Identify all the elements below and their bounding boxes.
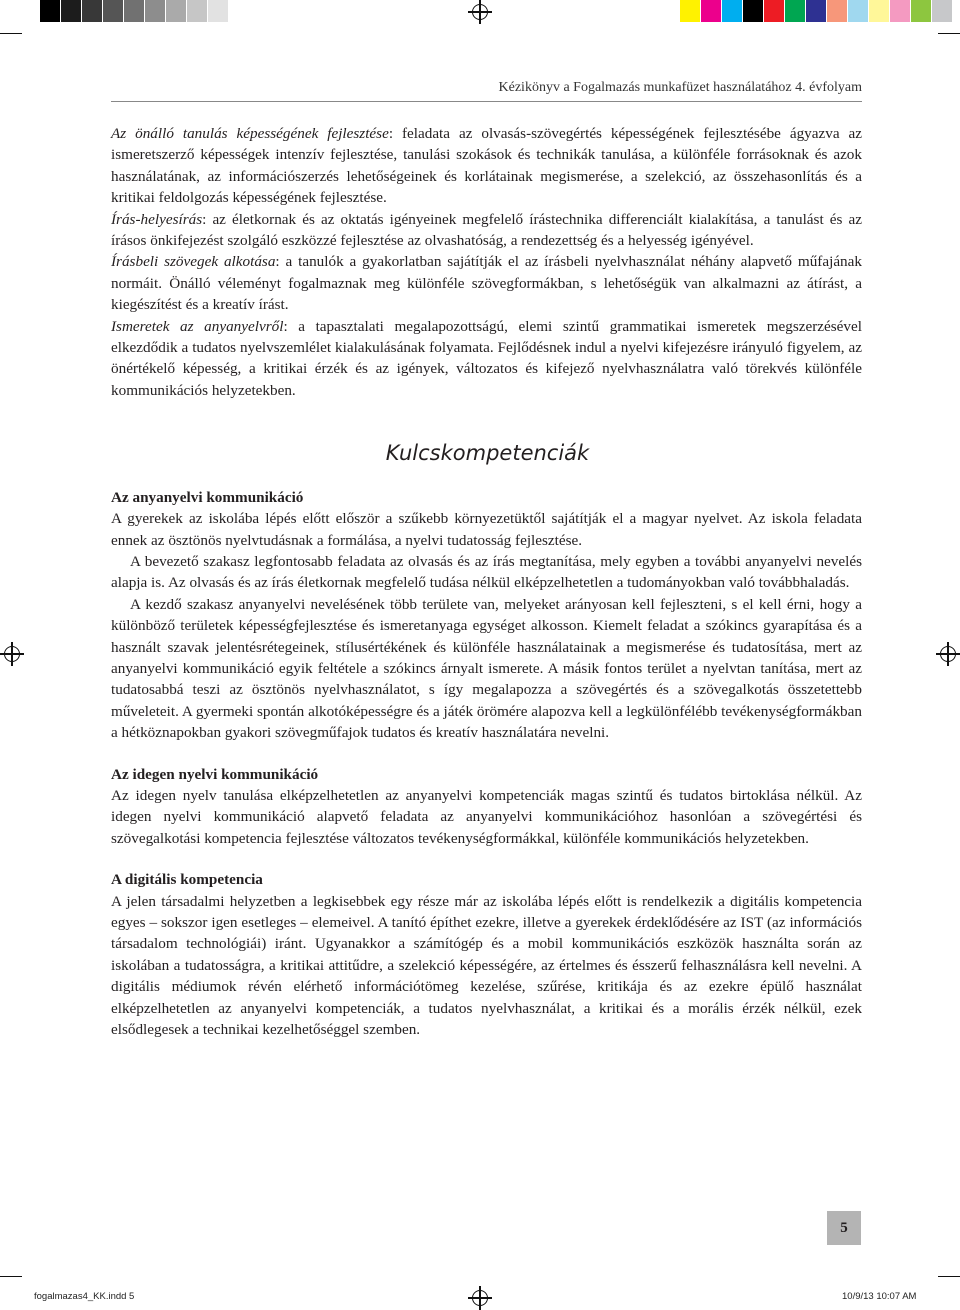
intro-paragraph <box>111 123 862 209</box>
section-heading: Az idegen nyelvi kommunikáció <box>111 765 319 783</box>
intro-lead: Az önálló tanulás képességének fejlesztése <box>111 125 389 142</box>
crop-mark <box>0 33 22 34</box>
crop-mark <box>0 1276 22 1277</box>
intro-lead: Ismeretek az anyanyelvről <box>111 317 284 335</box>
swatch <box>40 0 61 22</box>
section-paragraph: A bevezető szakasz legfontosabb feladata az olvasás és az írás megtanítása, mely egyben a további anyanyelvi nevelés alapja is. Az olvasás és az írás életkornak megfelelő tudása nélkül elképzelhetetlen a tudományokban való továbbhaladás. <box>111 552 862 592</box>
intro-lead: Írásbeli szövegek alkotása <box>111 253 276 271</box>
registration-mark-icon <box>4 646 20 662</box>
intro-paragraph <box>111 316 862 402</box>
swatch <box>145 0 166 22</box>
grayscale-calibration-bar <box>40 0 250 22</box>
slug-date: 10/9/13 10:07 AM <box>842 1291 917 1302</box>
swatch <box>869 0 890 22</box>
swatch <box>187 0 208 22</box>
intro-paragraphs <box>111 123 862 401</box>
intro-text: : a tapasztalati megalapozottságú, elemi szintű grammatikai ismeretek megszerzésével elkezdődik a tudatos nyelvszemlélet kialakulásának folyamata. Fejlődésnek indul a nyelvi kifejezésre irányuló figyelem, az önértékelő képesség, a kritikai érzék és az igények, változatos és kifejező nyelvhasználatra való törekvés különféle kommunikációs helyzetekben. <box>111 317 862 399</box>
registration-mark-icon <box>472 4 488 20</box>
crop-mark <box>938 33 960 34</box>
intro-text: : az életkornak és az oktatás igényeinek megfelelő írástechnika differenciált kialakítása, a tanulást és az írásos önkifejezést szolgáló eszközzé fejlesztése az olvashatóság, a rendezettség és a helyesség igényével. <box>111 210 862 250</box>
section-heading: Az anyanyelvi kommunikáció <box>111 488 304 506</box>
running-header: Kézikönyv a Fogalmazás munkafüzet használatához 4. évfolyam <box>498 80 862 95</box>
swatch <box>124 0 145 22</box>
crop-mark <box>938 1276 960 1277</box>
intro-paragraph <box>111 251 862 315</box>
intro-paragraph <box>111 209 862 252</box>
slug-filename: fogalmazas4_KK.indd 5 <box>34 1291 135 1302</box>
section-paragraph: A jelen társadalmi helyzetben a legkisebbek egy része már az iskolába lépés előtt is rendelkezik a digitális kompetencia egyes – sokszor igen esetleges – elemeivel. A tanító építhet ezekre, illetve a gyerekek érdeklődésére az IST (az információs társadalom technológiái) iránt. Ugyanakkor a számítógép és a mobil kommunikációs eszközök használta során az iskolában a tudatosságra, a kritikai attitűdre, a szelekció képességére, az értelmes és ésszerű felhasználásra kell nevelni. A digitális médiumok révén elérhető információtömeg kezelése, szűrése, kritikája és az ezekre épülő használat elképzelhetetlen az anyanyelvi kompetenciák, a tudatos nyelvhasználat, a kritikai és a morális érzék nélkül, ezek elsődlegesek a technikai kezelhetőséggel szemben. <box>111 892 862 1039</box>
page-number: 5 <box>827 1211 861 1245</box>
section-paragraph: A kezdő szakasz anyanyelvi nevelésének több területe van, melyeket arányosan kell fejleszteni, s el kell érni, hogy a különböző területek képességfejlesztése és ismeretanyaga egységet alkosson. Kiemelt feladat a szókincs gyarapítása és a használt szavak jelentésrétegeinek, stílusértékének és különféle használatainak a megismerése és tudatosítása, mert az anyanyelvi kommunikáció egyik feltétele a szókincs árnyalt ismerete. A másik fontos terület a nyelvtan tanítása, mert az tudatosabbá teszi az ösztönös nyelvhasználatot, s így megalapozza a szövegértés és a szövegalkotás összetettebb műveleteit. A gyermeki spontán alkotóképességre és a játék örömére alapozva kell a legkülönfélébb tevékenységformákban a hétköznapokban gyakori szövegműfajok tudatos és kreatív használatára nevelni. <box>111 595 862 742</box>
swatch <box>229 0 250 22</box>
intro-lead: Írás-helyesírás <box>111 210 203 228</box>
color-calibration-bar <box>680 0 953 22</box>
section-gap <box>111 849 862 869</box>
swatch <box>722 0 743 22</box>
section-gap <box>111 744 862 764</box>
swatch <box>701 0 722 22</box>
competency-sections <box>111 487 862 1041</box>
swatch <box>166 0 187 22</box>
registration-mark-icon <box>472 1290 488 1306</box>
registration-mark-icon <box>940 646 956 662</box>
intro-text: : feladata az olvasás-szövegértés képességének fejlesztésébe ágyazva az ismeretszerző képességek intenzív fejlesztése, tanulási szokások és technikák tanulása, a különféle forrásoknak és azok használatának, az információszerzés lehetőségeinek és korlátainak megismerése, a szelekció, az összehasonlítás és a kritikai feldolgozás képességének fejlesztése. <box>111 125 862 207</box>
swatch <box>911 0 932 22</box>
swatch <box>806 0 827 22</box>
swatch <box>827 0 848 22</box>
page-body <box>111 123 862 1040</box>
swatch <box>743 0 764 22</box>
section-paragraph: A gyerekek az iskolába lépés előtt először a szűkebb környezetüktől sajátítják el a magyar nyelvet. Az iskola feladata ennek az ösztönös nyelvtudásnak a formálása, a nyelvi tudatosság fejlesztése. <box>111 510 862 549</box>
intro-text: : a tanulók a gyakorlatban sajátítják el az írásbeli nyelvhasználat néhány alapvető műfajának normáit. Önálló véleményt fogalmaznak meg különféle szövegformákban, s lehetőségük van alkalmazni az átírást, a kiegészítést és a kreatív írást. <box>111 253 862 314</box>
section-heading: A digitális kompetencia <box>111 871 263 889</box>
swatch <box>785 0 806 22</box>
swatch <box>680 0 701 22</box>
swatch <box>208 0 229 22</box>
header-rule <box>111 101 862 102</box>
swatch <box>764 0 785 22</box>
swatch <box>848 0 869 22</box>
section-paragraph: Az idegen nyelv tanulása elképzelhetetlen az anyanyelvi kompetenciák magas szintű és tudatos birtoklása nélkül. Az idegen nyelvi kommunikáció alapvető feladata az anyanyelvi kommunikációhoz hasonlóan a szövegértési és szövegalkotási kompetencia fejlesztése változatos tevékenységformákkal, különféle kommunikációs helyzetekben. <box>111 786 862 847</box>
swatch <box>61 0 82 22</box>
section-title: Kulcskompetenciák <box>385 441 590 466</box>
swatch <box>103 0 124 22</box>
swatch <box>890 0 911 22</box>
swatch <box>82 0 103 22</box>
swatch <box>932 0 953 22</box>
